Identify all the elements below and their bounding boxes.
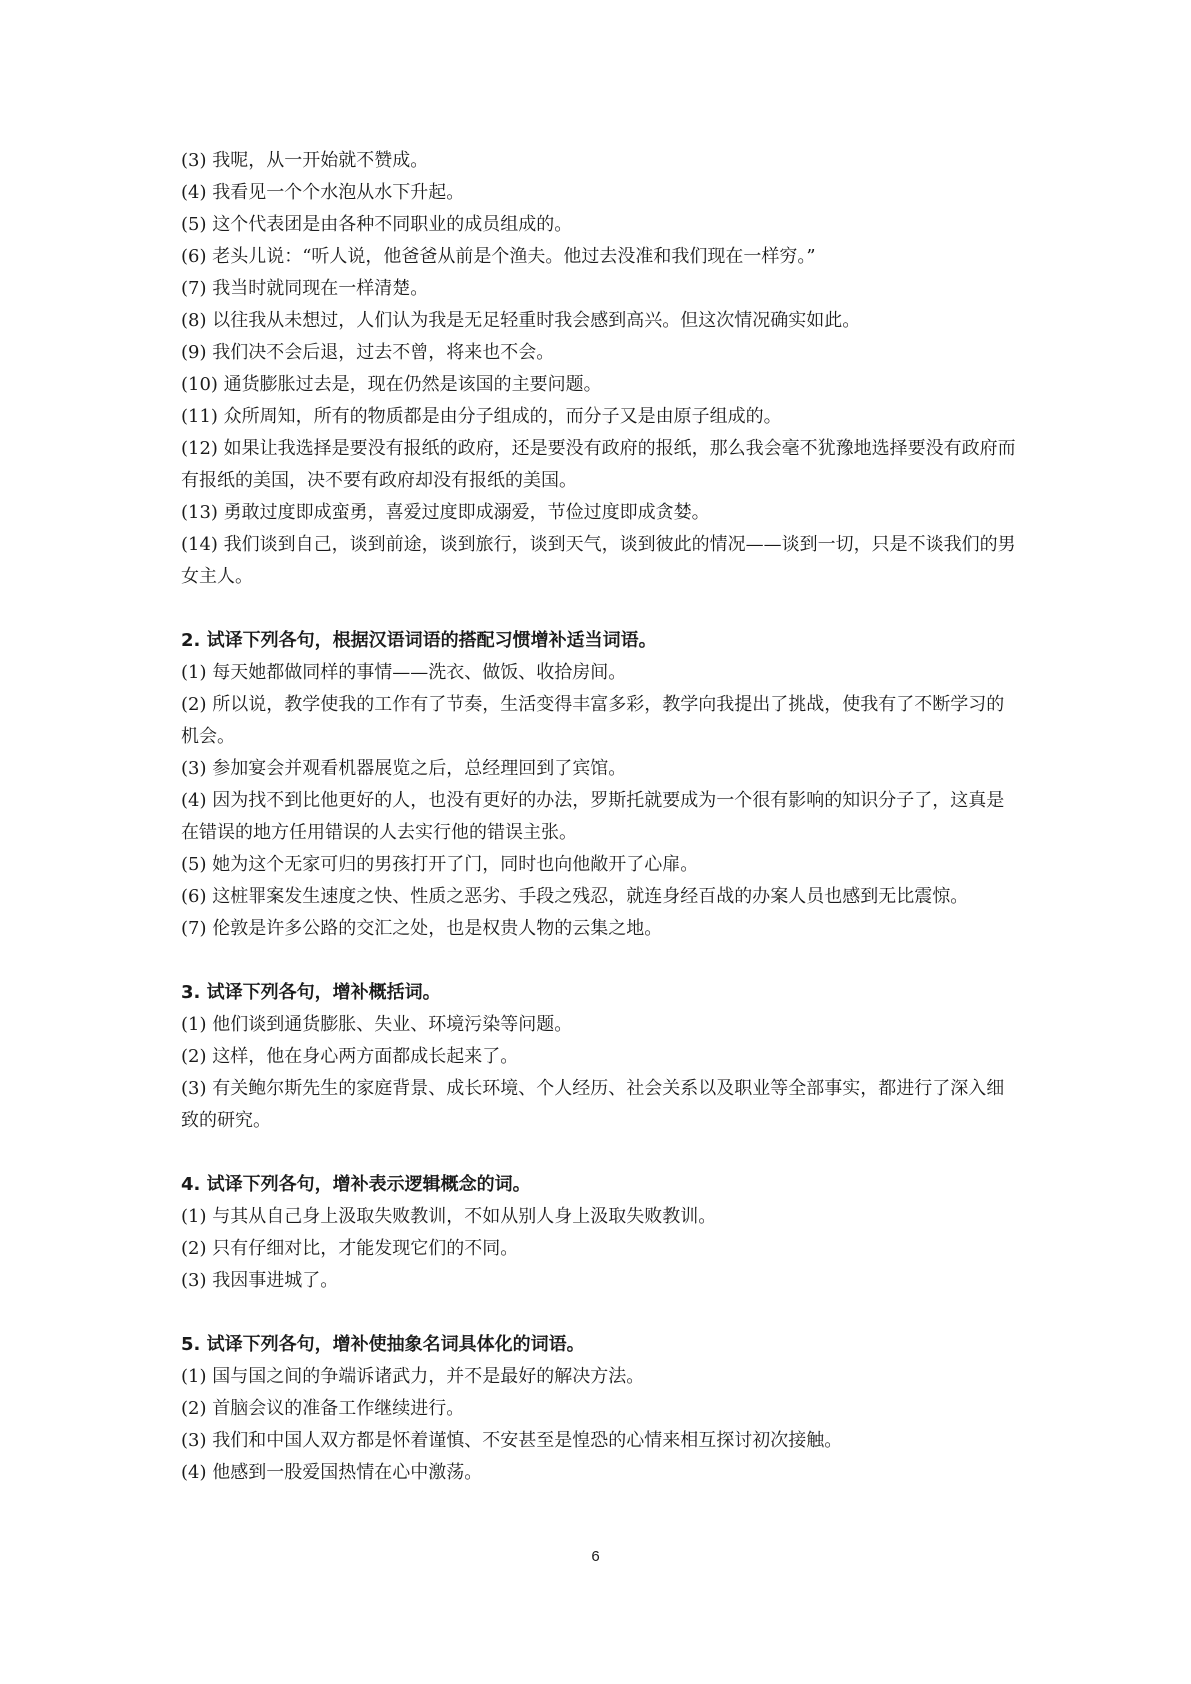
list-item: (7) 伦敦是许多公路的交汇之处，也是权贵人物的云集之地。: [181, 918, 663, 939]
list-item: (5) 这个代表团是由各种不同职业的成员组成的。: [181, 214, 573, 235]
list-item: (4) 他感到一股爱国热情在心中激荡。: [181, 1462, 483, 1483]
section-4: [181, 1169, 1021, 1297]
list-item: (13) 勇敢过度即成蛮勇，喜爱过度即成溺爱，节俭过度即成贪婪。: [181, 502, 710, 523]
list-item: (4) 因为找不到比他更好的人，也没有更好的办法，罗斯托就要成为一个很有影响的知识分子了，这真是在错误的地方任用错误的人去实行他的错误主张。: [181, 790, 1005, 843]
list-item: (1) 与其从自己身上汲取失败教训，不如从别人身上汲取失败教训。: [181, 1206, 717, 1227]
section-heading: 4. 试译下列各句，增补表示逻辑概念的词。: [181, 1174, 531, 1195]
list-item: (3) 有关鲍尔斯先生的家庭背景、成长环境、个人经历、社会关系以及职业等全部事实，都进行了深入细致的研究。: [181, 1078, 1005, 1131]
section-5: [181, 1329, 1021, 1489]
list-item: (7) 我当时就同现在一样清楚。: [181, 278, 429, 299]
list-item: (2) 首脑会议的准备工作继续进行。: [181, 1398, 465, 1419]
list-item: (3) 我呢，从一开始就不赞成。: [181, 150, 429, 171]
continued-list: [181, 145, 1021, 593]
page-number: 6: [591, 1548, 600, 1565]
list-item: (2) 只有仔细对比，才能发现它们的不同。: [181, 1238, 519, 1259]
list-item: (10) 通货膨胀过去是，现在仍然是该国的主要问题。: [181, 374, 602, 395]
section-heading: 2. 试译下列各句，根据汉语词语的搭配习惯增补适当词语。: [181, 630, 657, 651]
section-heading: 5. 试译下列各句，增补使抽象名词具体化的词语。: [181, 1334, 585, 1355]
list-item: (9) 我们决不会后退，过去不曾，将来也不会。: [181, 342, 555, 363]
list-item: (8) 以往我从未想过，人们认为我是无足轻重时我会感到高兴。但这次情况确实如此。: [181, 310, 861, 331]
section-heading: 3. 试译下列各句，增补概括词。: [181, 982, 441, 1003]
page-content: [181, 145, 1021, 1489]
list-item: (5) 她为这个无家可归的男孩打开了门，同时也向他敞开了心扉。: [181, 854, 699, 875]
section-2: [181, 625, 1021, 945]
list-item: (3) 我因事进城了。: [181, 1270, 339, 1291]
list-item: (2) 所以说，教学使我的工作有了节奏，生活变得丰富多彩，教学向我提出了挑战，使我有了不断学习的机会。: [181, 694, 1005, 747]
list-item: (2) 这样，他在身心两方面都成长起来了。: [181, 1046, 519, 1067]
list-item: (11) 众所周知，所有的物质都是由分子组成的，而分子又是由原子组成的。: [181, 406, 782, 427]
list-item: (3) 我们和中国人双方都是怀着谨慎、不安甚至是惶恐的心情来相互探讨初次接触。: [181, 1430, 843, 1451]
list-item: (1) 国与国之间的争端诉诸武力，并不是最好的解决方法。: [181, 1366, 645, 1387]
list-item: (6) 这桩罪案发生速度之快、性质之恶劣、手段之残忍，就连身经百战的办案人员也感到无比震惊。: [181, 886, 969, 907]
list-item: (14) 我们谈到自己，谈到前途，谈到旅行，谈到天气，谈到彼此的情况——谈到一切，只是不谈我们的男女主人。: [181, 534, 1016, 587]
list-item: (1) 他们谈到通货膨胀、失业、环境污染等问题。: [181, 1014, 573, 1035]
section-3: [181, 977, 1021, 1137]
list-item: (4) 我看见一个个水泡从水下升起。: [181, 182, 465, 203]
list-item: (12) 如果让我选择是要没有报纸的政府，还是要没有政府的报纸，那么我会毫不犹豫地选择要没有政府而有报纸的美国，决不要有政府却没有报纸的美国。: [181, 438, 1016, 491]
list-item: (3) 参加宴会并观看机器展览之后，总经理回到了宾馆。: [181, 758, 627, 779]
list-item: (1) 每天她都做同样的事情——洗衣、做饭、收拾房间。: [181, 662, 627, 683]
list-item: (6) 老头儿说：“听人说，他爸爸从前是个渔夫。他过去没准和我们现在一样穷。”: [181, 246, 816, 267]
